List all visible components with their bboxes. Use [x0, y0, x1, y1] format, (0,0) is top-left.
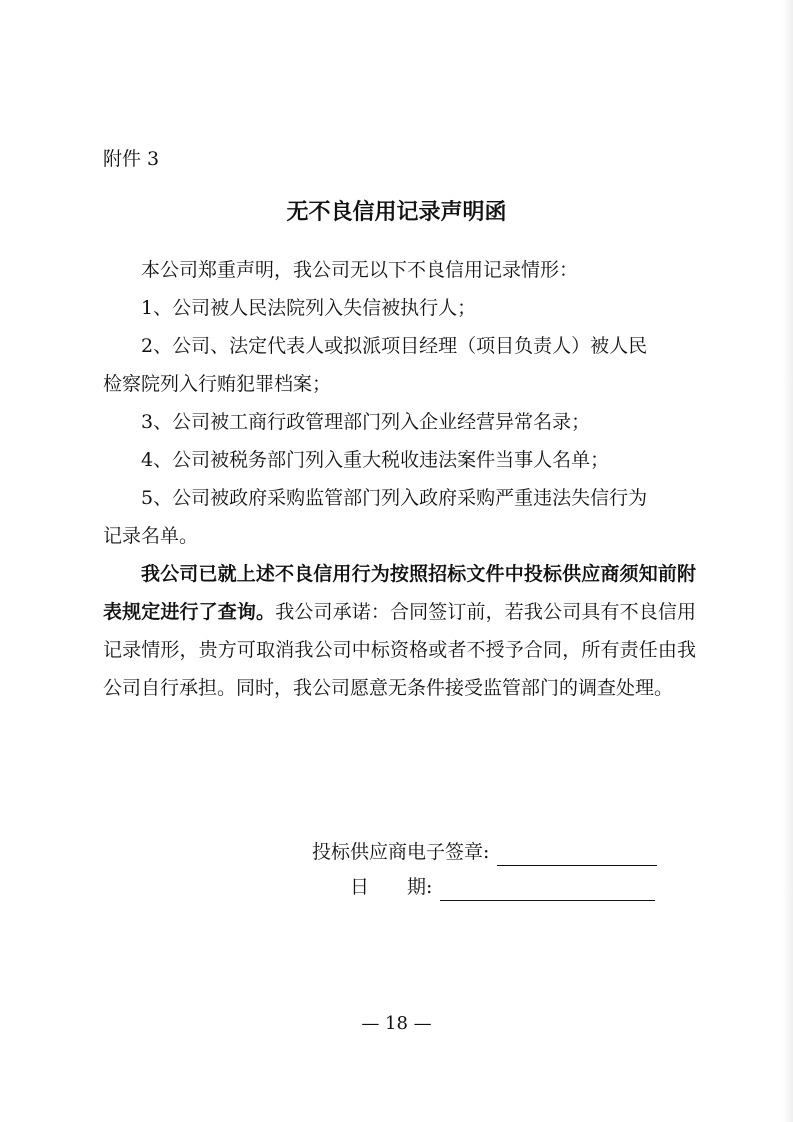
list-item: 1、公司被人民法院列入失信被执行人；: [141, 297, 477, 319]
page-edge-shadow: [783, 0, 793, 1122]
date-row: [350, 873, 655, 901]
date-blank-line: [440, 878, 655, 901]
list-item: 5、公司被政府采购监管部门列入政府采购严重违法失信行为: [141, 487, 648, 509]
list-item-continuation: 记录名单。: [103, 525, 199, 547]
list-item: 4、公司被税务部门列入重大税收违法案件当事人名单；: [141, 449, 610, 471]
list-item: 2、公司、法定代表人或拟派项目经理（项目负责人）被人民: [141, 335, 648, 357]
declaration-body: [103, 251, 696, 707]
document-title: 无不良信用记录声明函: [286, 199, 507, 225]
signature-row: [312, 838, 657, 866]
list-item: 3、公司被工商行政管理部门列入企业经营异常名录；: [141, 411, 591, 433]
commitment-paragraph: [103, 555, 696, 707]
intro-paragraph: 本公司郑重声明，我公司无以下不良信用记录情形：: [141, 259, 579, 281]
date-label: 日 期:: [350, 876, 433, 898]
page-number: — 18 —: [361, 1013, 432, 1034]
commitment-bold-text: 我公司已就上述不良信用行为按照招标文件中投标供应商须知前附表规定进行了查询。: [103, 563, 696, 623]
commitment-text: 我公司承诺：合同签订前，若我公司具有不良信用记录情形，贵方可取消我公司中标资格或者不授予合同，所有责任由我公司自行承担。同时，我公司愿意无条件接受监管部门的调查处理。: [103, 601, 696, 699]
signer-label: 投标供应商电子签章:: [312, 841, 490, 863]
attachment-label: 附件 3: [103, 148, 160, 170]
signature-blank-line: [497, 843, 657, 866]
list-item-continuation: 检察院列入行贿犯罪档案；: [103, 373, 332, 395]
